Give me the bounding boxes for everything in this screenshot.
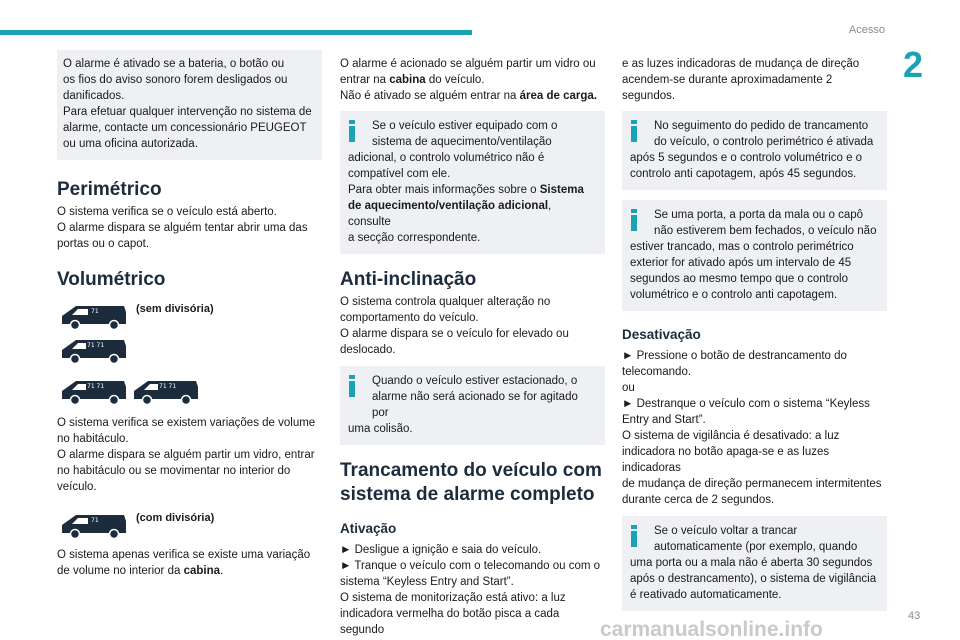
info-box [340,366,605,445]
text-line: comportamento do veículo. [340,312,479,324]
heading-volumetrico: Volumétrico [57,269,166,290]
info-line: automaticamente (por exemplo, quando [654,541,858,553]
text-line: e as luzes indicadoras de mudança de direção [622,58,860,70]
perimetrico-text [57,204,322,252]
info-line: segundos ao mesmo tempo que o controlo [630,273,848,285]
info-box [340,111,605,254]
text-line: ► Tranque o veículo com o telecomando ou com o [340,560,601,572]
info-icon [630,525,638,547]
van-long-icon [60,334,128,366]
text-span: de volume no interior da [57,565,184,577]
svg-text:71 71: 71 71 [87,383,105,390]
note-line: alarme, contacte um concessionário PEUGEOT [63,122,307,134]
info-line: No seguimento do pedido de trancamento [654,120,869,132]
info-icon [348,375,356,397]
header-accent-bar [0,30,472,35]
svg-text:71 71: 71 71 [87,342,105,349]
info-box [622,200,887,311]
svg-text:71 71: 71 71 [159,383,177,390]
text-line: O alarme é acionado se alguém partir um vidro ou [340,58,596,70]
text-line: telecomando. [622,366,692,378]
note-line: danificados. [63,90,125,102]
ativacao-text [340,542,605,638]
chapter-number: 2 [903,44,924,85]
volumetrico-text [57,415,322,495]
info-line: Se o veículo estiver equipado com o [372,120,558,132]
van-passenger-long-icon [132,375,200,407]
van-cabin-icon [60,509,128,541]
text-line [340,88,605,104]
bold-span: Sistema [539,184,584,196]
van-icon [60,300,128,332]
text-span: Não é ativado se alguém entrar na [340,90,520,102]
note-box [57,50,322,160]
heading-desativacao: Desativação [622,327,701,342]
info-line: do veículo, o controlo perimétrico é ativada [654,136,874,148]
text-line: veículo. [57,481,97,493]
bold-span: cabina [183,565,221,577]
info-line: compatível com ele. [348,168,451,180]
heading-ativacao: Ativação [340,521,397,536]
info-line: após 5 segundos e o controlo volumétrico e o [630,152,863,164]
heading-perimetrico: Perimétrico [57,179,162,200]
text-line: O sistema de vigilância é desativado: a luz [622,430,840,442]
info-line: alarme não será acionado se for agitado por [372,391,578,419]
info-icon [630,120,638,142]
info-box [622,516,887,611]
text-span: do veículo. [425,74,485,86]
text-line: no habitáculo. [57,433,129,445]
van-row-4 [60,509,322,541]
text-line: O alarme dispara se alguém tentar abrir uma das [57,222,308,234]
text-line: acendem-se durante aproximadamente 2 segundos. [622,74,833,102]
text-line: deslocado. [340,344,396,356]
van-row-3 [60,375,322,407]
info-box [622,111,887,190]
info-line: estiver trancado, mas o controlo perimétrico [630,241,854,253]
watermark: carmanualsonline.info [600,618,823,640]
text-line [57,563,322,579]
text-line: ou [622,382,635,394]
column-3 [622,50,887,611]
note-line: ou uma oficina autorizada. [63,138,198,150]
text-line: O alarme dispara se o veículo for elevado ou [340,328,569,340]
text-line: Entry and Start”. [622,414,706,426]
text-line: portas ou o capot. [57,238,150,250]
info-line: adicional, o controlo volumétrico não é [348,152,545,164]
text-line: O sistema controla qualquer alteração no [340,296,551,308]
text-span: . [220,565,224,577]
info-line: controlo anti capotagem, após 45 segundos. [630,168,857,180]
info-icon [348,120,356,142]
text-line: indicadora no botão apaga-se e as luzes indicadoras [622,446,830,474]
note-line: Para efetuar qualquer intervenção no sistema de [63,106,312,118]
text-line: no habitáculo ou se movimentar no interior do [57,465,291,477]
van-passenger-icon [60,375,128,407]
heading-anti-inclinacao: Anti-inclinação [340,269,477,290]
text-line: O sistema verifica se o veículo está aberto. [57,206,277,218]
text-line: ► Desligue a ignição e saia do veículo. [340,544,542,556]
van-row-1 [60,300,322,332]
bold-span: de aquecimento/ventilação adicional [348,200,549,212]
info-line: a secção correspondente. [348,232,481,244]
section-title: Acesso [848,24,885,36]
van-row-2 [60,334,322,371]
info-line: volumétrico e o controlo anti capotagem. [630,289,838,301]
sem-divisoria-label: (sem divisória) [136,303,214,315]
column-1 [57,50,322,579]
text-line: O sistema verifica se existem variações de volume [57,417,316,429]
info-line: Se o veículo voltar a trancar [654,525,798,537]
heading-trancamento [340,459,605,507]
heading-line: Trancamento do veículo com [340,460,602,481]
text-line: durante cerca de 2 segundos. [622,494,775,506]
bold-span: cabina [389,74,426,86]
text-line: de mudança de direção permanecem intermitentes [622,478,882,490]
text-line: indicadora vermelha do botão pisca a cada segundo [340,608,560,636]
text-line: O alarme dispara se alguém partir um vidro, entrar [57,449,315,461]
svg-text:71: 71 [91,517,99,524]
bold-span: área de carga. [519,90,597,102]
heading-line: sistema de alarme completo [340,484,595,505]
text-span: , consulte [348,200,552,228]
info-line: é reativado automaticamente. [630,589,782,601]
info-line: após o destrancamento), o sistema de vigilância [630,573,877,585]
text-line: sistema “Keyless Entry and Start”. [340,576,514,588]
svg-text:71: 71 [91,308,99,315]
info-line: Quando o veículo estiver estacionado, o [372,375,578,387]
info-line [348,198,597,230]
column-2 [340,50,605,638]
info-line: exterior for ativado após um intervalo de 45 [630,257,852,269]
info-line: Se uma porta, a porta da mala ou o capô [654,209,864,221]
info-line: não estiverem bem fechados, o veículo não [654,225,877,237]
page-number: 43 [908,610,921,622]
note-line: O alarme é ativado se a bateria, o botão ou [63,58,285,70]
text-span: entrar na [340,74,390,86]
desativacao-text [622,348,887,508]
info-line: uma colisão. [348,423,413,435]
com-divisoria-text [57,547,322,579]
continuation-text [622,56,887,104]
info-icon [630,209,638,231]
text-line [340,72,605,88]
note-line: os fios do aviso sonoro forem desligados ou [63,74,288,86]
com-divisoria-label: (com divisória) [136,512,215,524]
cabin-intro [340,56,605,104]
anti-text [340,294,605,358]
info-line [348,182,597,198]
text-line: O sistema apenas verifica se existe uma variação [57,549,311,561]
info-line: uma porta ou a mala não é aberta 30 segundos [630,557,873,569]
text-span: Para obter mais informações sobre o [348,184,540,196]
text-line: O sistema de monitorização está ativo: a luz [340,592,566,604]
info-line: sistema de aquecimento/ventilação [372,136,552,148]
text-line: ► Destranque o veículo com o sistema “Keyless [622,398,870,410]
text-line: ► Pressione o botão de destrancamento do [622,350,847,362]
